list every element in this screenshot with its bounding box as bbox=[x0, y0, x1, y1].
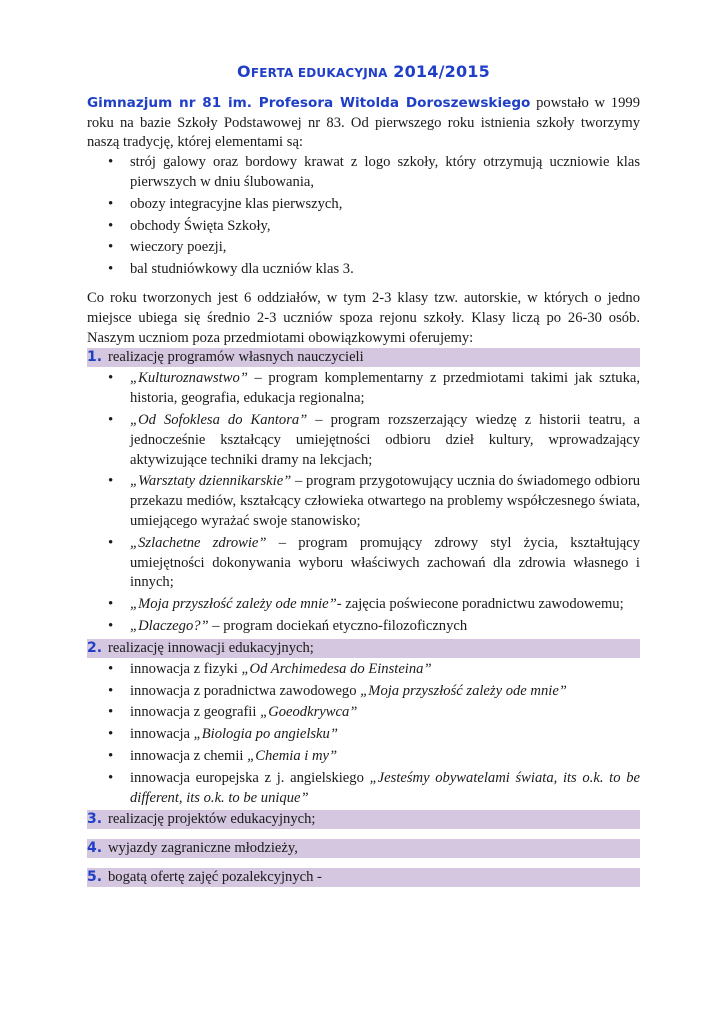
section-label: realizację programów własnych nauczycieli bbox=[108, 349, 364, 366]
list-item: • innowacja „Biologia po angielsku” bbox=[130, 725, 640, 745]
section-number: 1. bbox=[87, 349, 103, 366]
list-item: • obozy integracyjne klas pierwszych, bbox=[130, 195, 640, 215]
section-number: 2. bbox=[87, 639, 103, 656]
list-item: • innowacja z chemii „Chemia i my” bbox=[130, 747, 640, 767]
list-item: • innowacja z poradnictwa zawodowego „Moja przyszłość zależy ode mnie” bbox=[130, 682, 640, 702]
section-label: realizację projektów edukacyjnych; bbox=[108, 811, 316, 828]
section-heading bbox=[87, 868, 640, 887]
section-label: realizację innowacji edukacyjnych; bbox=[108, 639, 314, 656]
document-page bbox=[87, 62, 640, 889]
list-item: • „Dlaczego?” – program dociekań etyczno-filozoficznych bbox=[130, 617, 640, 637]
section-label: bogatą ofertę zajęć pozalekcyjnych - bbox=[108, 869, 322, 886]
list-item: • wieczory poezji, bbox=[130, 238, 640, 258]
section-heading bbox=[87, 810, 640, 829]
document-title bbox=[87, 62, 640, 84]
section-heading bbox=[87, 839, 640, 858]
programs-list bbox=[87, 369, 640, 636]
list-item: • bal studniówkowy dla uczniów klas 3. bbox=[130, 260, 640, 280]
traditions-list bbox=[87, 153, 640, 280]
section-heading bbox=[87, 639, 640, 658]
school-name: Gimnazjum nr 81 im. Profesora Witolda Doroszewskiego bbox=[87, 94, 531, 111]
list-item: • „Warsztaty dziennikarskie” – program przygotowujący ucznia do świadomego odbioru przekazu mediów, kształcący człowieka otwartego na problemy współczesnego świata, umiejącego wyrażać swoje stanowisko; bbox=[130, 472, 640, 531]
list-item: • „Kulturoznawstwo” – program komplementarny z przedmiotami takimi jak sztuka, historia, geografia, edukacja regionalna; bbox=[130, 369, 640, 409]
list-item: • „Od Sofoklesa do Kantora” – program rozszerzający wiedzę z historii teatru, a jednocześnie kształcący umiejętności odbioru dzieł kultury, wprowadzający aktywizujące techniki dramy na lekcjach; bbox=[130, 411, 640, 470]
list-item: • „Szlachetne zdrowie” – program promujący zdrowy styl życia, kształtujący umiejętności dokonywania wyboru właściwych zachowań dla zdrowia własnego i innych; bbox=[130, 534, 640, 593]
intro-text: powstało w 1999 roku na bazie Szkoły Podstawowej nr 83. Od pierwszego roku istnienia szkoły tworzymy naszą tradycję, której elementami są: bbox=[87, 94, 640, 151]
list-item: • „Moja przyszłość zależy ode mnie”- zajęcia poświecone poradnictwu zawodowemu; bbox=[130, 595, 640, 615]
list-item: • obchody Święta Szkoły, bbox=[130, 217, 640, 237]
list-item: • innowacja z geografii „Goeodkrywca” bbox=[130, 703, 640, 723]
section-number: 3. bbox=[87, 811, 103, 828]
section-number: 5. bbox=[87, 869, 103, 886]
title-initial: O bbox=[237, 62, 251, 81]
offer-paragraph: Co roku tworzonych jest 6 oddziałów, w tym 2-3 klasy tzw. autorskie, w których o jedno miejsce ubiega się średnio 2-3 uczniów spoza rejonu szkoły. Klasy liczą po 26-30 osób. Naszym uczniom poza przedmiotami obowiązkowymi oferujemy: bbox=[87, 289, 640, 346]
list-item: • innowacja europejska z j. angielskiego „Jesteśmy obywatelami świata, its o.k. to be different, its o.k. to be unique” bbox=[130, 769, 640, 809]
section-heading bbox=[87, 348, 640, 367]
title-years: 2014/2015 bbox=[393, 62, 490, 81]
list-item: • strój galowy oraz bordowy krawat z logo szkoły, który otrzymują uczniowie klas pierwszych w dniu ślubowania, bbox=[130, 153, 640, 193]
intro-paragraph bbox=[87, 94, 640, 153]
title-caps: FERTA EDUKACYJNA bbox=[250, 66, 388, 80]
section-number: 4. bbox=[87, 840, 103, 857]
section-label: wyjazdy zagraniczne młodzieży, bbox=[108, 840, 298, 857]
innovations-list bbox=[87, 660, 640, 809]
list-item: • innowacja z fizyki „Od Archimedesa do Einsteina” bbox=[130, 660, 640, 680]
